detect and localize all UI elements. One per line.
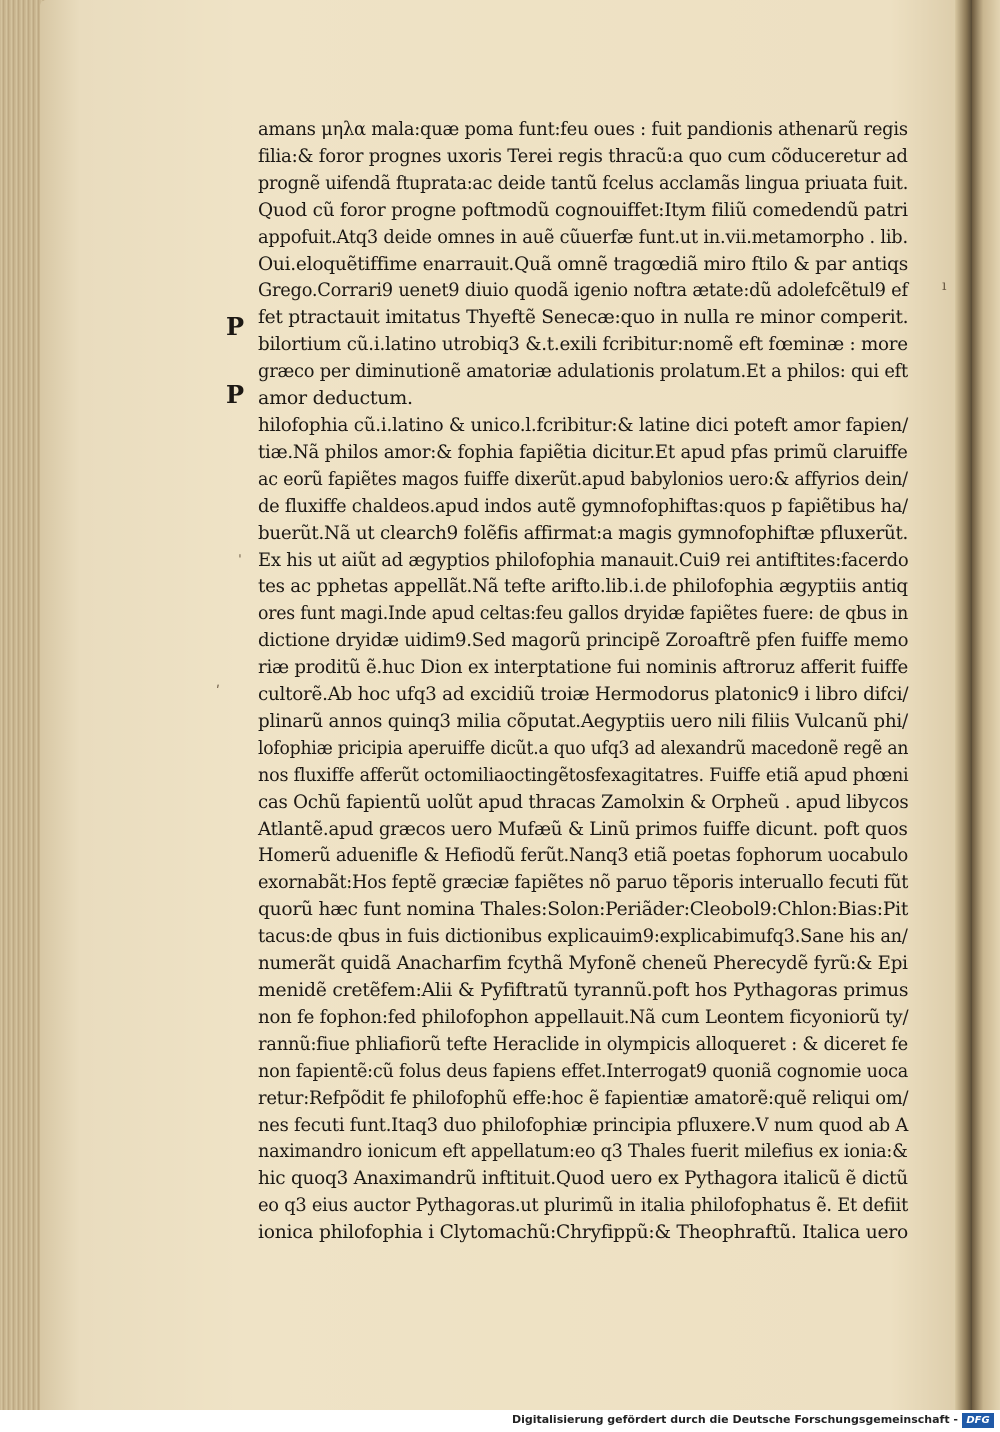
text-line: de fluxiffe chaldeos.apud indos autẽ gymnofophiftas:quos p fapiẽtibus ha/ (258, 494, 908, 517)
initial-letter: P (226, 380, 245, 409)
text-line: appofuit.Atq3 deide omnes in auẽ cũuerfæ funt.ut in.vii.metamorpho . lib. (258, 225, 908, 248)
text-line: hilofophia cũ.i.latino & unico.l.fcribitur:& latine dici poteft amor fapien/ (258, 413, 909, 436)
text-line: Atlantẽ.apud græcos uero Mufæũ & Linũ primos fuiffe dicunt. poft quos (258, 817, 908, 840)
text-line: ores funt magi.Inde apud celtas:feu gallos dryidæ fapiẽtes fuere: de qbus in (258, 602, 909, 625)
footer-bar (0, 1410, 1000, 1432)
text-line: numerãt quidã Anacharfim fcythã Myfonẽ cheneũ Pherecydẽ fyrũ:& Epi (258, 952, 908, 975)
text-line: ac eorũ fapiẽtes magos fuiffe dixerũt.apud babylonios uero:& affyrios dein/ (258, 467, 908, 490)
text-line: tacus:de qbus in fuis dictionibus explicauim9:explicabimufq3.Sane his an/ (258, 925, 908, 948)
text-line: Homerũ aduenifle & Hefiodũ ferũt.Nanq3 etiã poetas fophorum uocabulo (258, 844, 908, 867)
text-line: lofophiæ pricipia aperuiffe dicũt.a quo ufq3 ad alexandrũ macedonẽ regẽ an (258, 736, 909, 759)
margin-mark: ˌ (238, 544, 242, 560)
text-line: dictione dryidæ uidim9.Sed magorũ principẽ Zoroaftrẽ pfen fuiffe memo (258, 629, 909, 652)
text-line: bilortium cũ.i.latino utrobiq3 &.t.exili fcribitur:nomẽ eft fœminæ : more (258, 333, 908, 356)
text-line: amor deductum. (258, 387, 413, 410)
text-line: Grego.Corrari9 uenet9 diuio quodã igenio noftra ætate:dũ adolefcẽtul9 ef (258, 279, 908, 302)
text-line: ionica philofophia i Clytomachũ:Chryfippũ:& Theophraftũ. Italica uero (258, 1221, 908, 1244)
text-line: nos fluxiffe afferũt octomiliaoctingẽtosfexagitatres. Fuiffe etiã apud phœni (258, 763, 909, 786)
text-line: non fe fophon:fed philofophon appellauit.Nã cum Leontem ficyoniorũ ty/ (258, 1005, 909, 1028)
text-line: retur:Refpõdit fe philofophũ effe:hoc ẽ fapientiæ amatorẽ:quẽ reliqui om/ (258, 1086, 909, 1109)
text-line: naximandro ionicum eft appellatum:eo q3 Thales fuerit milefius ex ionia:& (258, 1140, 908, 1163)
text-line: tiæ.Nã philos amor:& fophia fapiẽtia dicitur.Et apud pfas primũ claruiffe (258, 440, 908, 463)
facing-page-edge (972, 0, 1000, 1410)
text-line: quorũ hæc funt nomina Thales:Solon:Periãder:Cleobol9:Chlon:Bias:Pit (258, 898, 909, 921)
text-line: cultorẽ.Ab hoc ufq3 ad excidiũ troiæ Hermodorus platonic9 i libro difci/ (258, 683, 909, 706)
text-line: exornabãt:Hos feptẽ græciæ fapiẽtes nõ paruo tẽporis interuallo fecuti fũt (258, 871, 909, 894)
text-line: græco per diminutionẽ amatoriæ adulationis prolatum.Et a philos: qui eft (258, 360, 908, 383)
text-line: menidẽ cretẽfem:Alii & Pyfiftratũ tyrannũ.poft hos Pythagoras primus (258, 979, 909, 1001)
text-line: non fapientẽ:cũ folus deus fapiens effet.Interrogat9 quoniã cognomie uoca (258, 1059, 909, 1082)
text-line: Oui.eloquẽtiffime enarrauit.Quã omnẽ tragœdiã miro ftilo & par antiqs (258, 252, 908, 275)
margin-mark: ı (942, 278, 947, 294)
text-line: fet ptractauit imitatus Thyeftẽ Senecæ:quo in nulla re minor comperit. (258, 306, 909, 329)
text-line: Ex his ut aiũt ad ægyptios philofophia manauit.Cui9 rei antiftites:facerdo (258, 548, 909, 571)
dfg-logo: DFG (962, 1413, 994, 1428)
body-text (258, 116, 908, 1246)
text-line: riæ proditũ ẽ.huc Dion ex interptatione fui nominis aftroruz afferit fuiffe (258, 656, 908, 679)
text-line: tes ac pphetas appellãt.Nã tefte arifto.lib.i.de philofophia ægyptiis antiq (258, 575, 908, 598)
footer-credit: Digitalisierung gefördert durch die Deutsche Forschungsgemeinschaft - (511, 1413, 958, 1426)
text-line: buerũt.Nã ut clearch9 folẽfis affirmat:a magis gymnofophiftæ pfluxerũt. (258, 521, 909, 544)
text-line: amans μηλα mala:quæ poma funt:feu oues : fuit pandionis athenarũ regis (258, 118, 908, 140)
text-line: nes fecuti funt.Itaq3 duo philofophiæ principia pfluxere.V num quod ab A (258, 1113, 909, 1136)
text-line: prognẽ uifendã ftuprata:ac deide tantũ fcelus acclamãs lingua priuata fuit. (258, 171, 909, 194)
text-line: filia:& foror prognes uxoris Terei regis thracũ:a quo cum cõduceretur ad (258, 144, 908, 167)
text-line: Quod cũ foror progne poftmodũ cognouiffet:Itym filiũ comedendũ patri (258, 198, 908, 221)
margin-mark: ʹ (216, 684, 220, 700)
text-line: plinarũ annos quinq3 milia cõputat.Aegyptiis uero nili filiis Vulcanũ phi/ (258, 709, 908, 732)
text-line: cas Ochũ fapientũ uolũt apud thracas Zamolxin & Orpheũ . apud libycos (258, 790, 909, 813)
text-line: eo q3 eius auctor Pythagoras.ut plurimũ in italia philofophatus ẽ. Et defiit (258, 1194, 908, 1217)
initial-letter: P (226, 312, 245, 341)
text-line: rannũ:fiue phliafiorũ tefte Heraclide in olympicis alloqueret : & diceret fe (258, 1032, 908, 1055)
text-line: hic quoq3 Anaximandrũ inftituit.Quod uero ex Pythagora italicũ ẽ dictũ (258, 1167, 908, 1190)
